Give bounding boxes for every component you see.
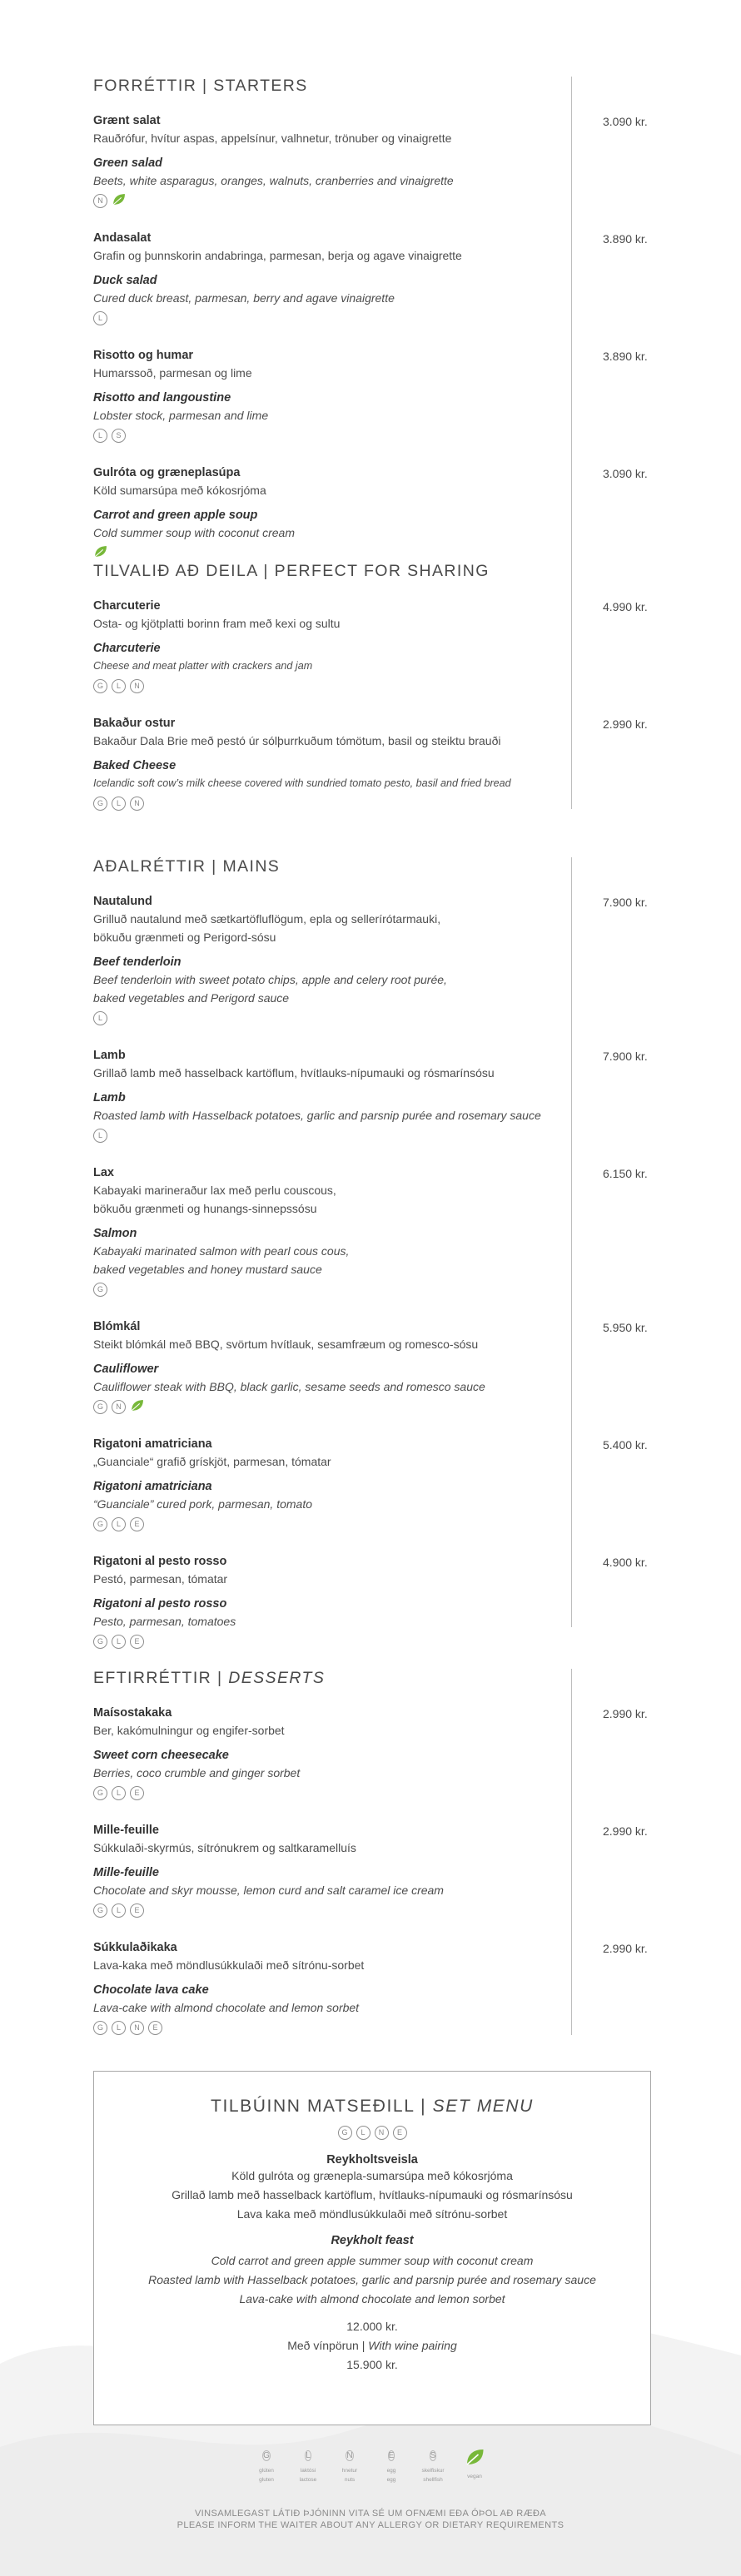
item-description-en: Roasted lamb with Hasselback potatoes, garlic and parsnip purée and rosemary sauce: [93, 1109, 541, 1122]
item-description: Lava-kaka með möndlusúkkulaði með sítrónu-sorbet: [93, 1958, 365, 1972]
egg-icon: E: [130, 1517, 144, 1531]
lactose-icon: L: [112, 1517, 126, 1531]
egg-icon: E: [130, 1903, 144, 1918]
menu-item: [93, 112, 648, 208]
set-menu-icons: [94, 2126, 650, 2140]
gluten-icon: G: [93, 1283, 107, 1297]
set-menu-name-en: Reykholt feast: [331, 2234, 414, 2247]
item-description: Humarssoð, parmesan og lime: [93, 366, 252, 380]
legend-item: [420, 2447, 446, 2484]
item-name: Bakaður ostur: [93, 717, 176, 730]
item-description-en: Chocolate and skyr mousse, lemon curd and salt caramel ice cream: [93, 1884, 444, 1897]
allergen-icons: [93, 546, 576, 560]
lactose-icon: L: [93, 1129, 107, 1143]
item-price: 3.090 kr.: [603, 115, 648, 128]
lactose-icon: L: [112, 1635, 126, 1649]
item-price: 3.090 kr.: [603, 467, 648, 480]
lactose-icon: L: [112, 1903, 126, 1918]
allergen-icons: [93, 1517, 576, 1531]
item-price: 7.900 kr.: [603, 896, 648, 909]
item-name-en: Carrot and green apple soup: [93, 509, 258, 522]
lactose-icon: L: [112, 797, 126, 811]
allergen-icons: [93, 2021, 576, 2035]
menu-item: [93, 230, 648, 325]
lactose-icon: L: [112, 679, 126, 693]
legend-label-en: gluten: [259, 2477, 274, 2483]
item-description-en: Beef tenderloin with sweet potato chips, apple and celery root purée, baked vegetables and Perigord sauce: [93, 973, 447, 1005]
item-name: Grænt salat: [93, 114, 161, 127]
item-name-en: Rigatoni al pesto rosso: [93, 1597, 227, 1611]
starters-section: [93, 77, 668, 582]
item-description: Grafin og þunnskorin andabringa, parmesan, berja og agave vinaigrette: [93, 249, 462, 262]
legend-item: [378, 2447, 405, 2484]
notice-is: VINSAMLEGAST LÁTIÐ ÞJÓNINN VITA SÉ UM OFNÆMI EÐA ÓÞOL AÐ RÆÐA: [194, 2509, 547, 2519]
allergen-icons: [93, 1635, 576, 1649]
notice-en: PLEASE INFORM THE WAITER ABOUT ANY ALLERGY OR DIETARY REQUIREMENTS: [177, 2520, 564, 2530]
menu-item: [93, 893, 648, 1025]
allergen-icons: [93, 1283, 576, 1297]
menu-list: [93, 893, 668, 1649]
legend-item: [295, 2447, 321, 2484]
item-name-en: Sweet corn cheesecake: [93, 1749, 229, 1762]
gluten-icon: G: [338, 2126, 352, 2140]
item-name-en: Salmon: [93, 1227, 137, 1240]
lactose-icon: L: [93, 311, 107, 325]
allergen-legend: [0, 2447, 741, 2484]
item-description-en: Lobster stock, parmesan and lime: [93, 409, 269, 422]
set-menu-price: 12.000 kr.: [346, 2320, 398, 2333]
menu-item: [93, 598, 648, 693]
wine-pairing-price: 15.900 kr.: [346, 2358, 398, 2371]
item-name-en: Risotto and langoustine: [93, 391, 231, 405]
shellfish-icon: S: [430, 2451, 436, 2460]
legend-label: vegan: [467, 2474, 482, 2479]
set-menu-course: Köld gulróta og grænepla-sumarsúpa með kókosrjóma: [231, 2169, 513, 2182]
item-description: Osta- og kjötplatti borinn fram með kexi og sultu: [93, 617, 341, 630]
item-description-en: Lava-cake with almond chocolate and lemon sorbet: [93, 2001, 360, 2014]
legend-label: skelfiskur: [421, 2468, 445, 2474]
legend-label: laktósi: [300, 2468, 316, 2474]
item-description-en: Kabayaki marinated salmon with pearl cous cous, baked vegetables and honey mustard sauce: [93, 1244, 350, 1276]
lactose-icon: L: [93, 429, 107, 443]
item-price: 5.950 kr.: [603, 1321, 648, 1334]
set-menu-course: Grillað lamb með hasselback kartöflum, hvítlauks-nípumauki og rósmarínsósu: [172, 2188, 573, 2201]
lactose-icon: L: [93, 1011, 107, 1025]
legend-label: hnetur: [341, 2468, 358, 2474]
menu-item: [93, 1436, 648, 1531]
gluten-icon: G: [93, 1903, 107, 1918]
item-name-en: Chocolate lava cake: [93, 1983, 209, 1997]
set-menu-lines: [94, 2167, 650, 2224]
mains-section: [93, 857, 668, 1670]
set-title-en: SET MENU: [432, 2097, 534, 2116]
egg-icon: E: [393, 2126, 407, 2140]
item-name: Lamb: [93, 1049, 126, 1062]
menu-list: [93, 598, 668, 811]
legend-label-en: lactose: [299, 2477, 317, 2483]
wine-label-en: With wine pairing: [368, 2339, 457, 2352]
nuts-icon: N: [130, 797, 144, 811]
item-name: Maísostakaka: [93, 1706, 172, 1720]
item-description: Rauðrófur, hvítur aspas, appelsínur, valhnetur, trönuber og vinaigrette: [93, 132, 452, 145]
legend-label-en: shellfish: [423, 2477, 443, 2483]
menu-item: [93, 1822, 648, 1918]
menu-item: [93, 1939, 648, 2035]
item-name: Rigatoni amatriciana: [93, 1437, 212, 1451]
vegan-icon: [130, 1398, 144, 1417]
item-price: 3.890 kr.: [603, 350, 648, 363]
allergen-icons: [93, 1903, 576, 1918]
set-menu-box: [93, 2071, 651, 2425]
set-menu-course: Lava kaka með möndlusúkkulaði með sítrónu-sorbet: [236, 2207, 508, 2221]
set-menu-name: Reykholtsveisla: [326, 2153, 418, 2167]
allergen-icons: [93, 311, 576, 325]
item-name: Charcuterie: [93, 599, 161, 613]
item-description-en: “Guanciale” cured pork, parmesan, tomato: [93, 1497, 313, 1511]
legend-item: [336, 2447, 363, 2484]
gluten-icon: G: [93, 1786, 107, 1800]
egg-icon: E: [130, 1786, 144, 1800]
nuts-icon: N: [112, 1400, 126, 1414]
legend-label-en: egg: [386, 2477, 396, 2483]
allergy-notice: [0, 2508, 741, 2531]
item-price: 2.990 kr.: [603, 1707, 648, 1720]
item-name: Mille-feuille: [93, 1824, 159, 1837]
section-title: FORRÉTTIR | STARTERS: [93, 77, 308, 95]
nuts-icon: N: [130, 2021, 144, 2035]
wine-label-is: Með vínpörun |: [287, 2339, 366, 2352]
lactose-icon: L: [356, 2126, 370, 2140]
nuts-icon: N: [93, 194, 107, 208]
egg-icon: E: [388, 2451, 395, 2460]
egg-icon: E: [148, 2021, 162, 2035]
item-description: Ber, kakómulningur og engifer-sorbet: [93, 1724, 285, 1737]
legend-item: [461, 2447, 488, 2484]
gluten-icon: G: [93, 1400, 107, 1414]
nuts-icon: N: [346, 2451, 353, 2460]
item-price: 2.990 kr.: [603, 1824, 648, 1838]
nuts-icon: N: [375, 2126, 389, 2140]
item-name-en: Rigatoni amatriciana: [93, 1480, 212, 1493]
set-title-is: TILBÚINN MATSEÐILL |: [211, 2097, 427, 2116]
allergen-icons: [93, 1786, 576, 1800]
set-menu-lines-en: [94, 2251, 650, 2309]
legend-item: [253, 2447, 280, 2484]
shellfish-icon: S: [112, 429, 126, 443]
item-name-en: Duck salad: [93, 274, 157, 287]
legend-label-en: nuts: [344, 2477, 356, 2483]
menu-item: [93, 1318, 648, 1414]
item-description: Pestó, parmesan, tómatar: [93, 1572, 228, 1586]
item-name: Risotto og humar: [93, 349, 194, 362]
vegan-icon: [93, 544, 107, 563]
item-description: Súkkulaði-skyrmús, sítrónukrem og saltkaramelluís: [93, 1841, 356, 1854]
item-name-en: Lamb: [93, 1091, 126, 1104]
item-description-en: Berries, coco crumble and ginger sorbet: [93, 1766, 301, 1779]
item-name-en: Green salad: [93, 156, 163, 170]
lactose-icon: L: [112, 2021, 126, 2035]
menu-item: [93, 1047, 648, 1143]
item-description-en: Beets, white asparagus, oranges, walnuts, cranberries and vinaigrette: [93, 174, 454, 187]
menu-item: [93, 715, 648, 811]
lactose-icon: L: [306, 2451, 311, 2460]
item-name-en: Mille-feuille: [93, 1866, 159, 1879]
nuts-icon: N: [130, 679, 144, 693]
menu-item: [93, 1553, 648, 1649]
item-description: Bakaður Dala Brie með pestó úr sólþurrkuðum tómötum, basil og steiktu brauði: [93, 734, 501, 747]
item-name: Súkkulaðikaka: [93, 1941, 177, 1954]
item-name: Blómkál: [93, 1320, 141, 1333]
menu-item: [93, 347, 648, 443]
item-price: 7.900 kr.: [603, 1050, 648, 1063]
item-description-en: Icelandic soft cow’s milk cheese covered with sundried tomato pesto, basil and fried bread: [93, 777, 511, 789]
vegan-icon: [112, 192, 126, 211]
menu-item: [93, 1164, 648, 1297]
vegan-icon: [465, 2447, 485, 2471]
item-description-en: Pesto, parmesan, tomatoes: [93, 1615, 236, 1628]
title-en: DESSERTS: [228, 1669, 326, 1687]
item-description: Grilluð nautalund með sætkartöfluflögum, epla og sellerírótarmauki, bökuðu grænmeti og Perigord-sósu: [93, 912, 441, 944]
section-title: [93, 1669, 668, 1688]
item-name: Gulróta og græneplasúpa: [93, 466, 241, 479]
item-price: 2.990 kr.: [603, 717, 648, 731]
item-name-en: Cauliflower: [93, 1362, 159, 1376]
item-description: Grillað lamb með hasselback kartöflum, hvítlauks-nípumauki og rósmarínsósu: [93, 1066, 495, 1080]
menu-item: [93, 1705, 648, 1800]
section-title: AÐALRÉTTIR | MAINS: [93, 857, 281, 876]
item-price: 4.900 kr.: [603, 1556, 648, 1569]
item-name: Nautalund: [93, 895, 152, 908]
item-name: Andasalat: [93, 231, 152, 245]
item-price: 5.400 kr.: [603, 1438, 648, 1452]
allergen-icons: [93, 429, 576, 443]
allergen-icons: [93, 679, 576, 693]
gluten-icon: G: [93, 1635, 107, 1649]
item-name-en: Baked Cheese: [93, 759, 177, 772]
set-menu-course: Cold carrot and green apple summer soup with coconut cream: [211, 2254, 534, 2267]
menu-list: [93, 112, 668, 560]
item-description-en: Cold summer soup with coconut cream: [93, 526, 295, 539]
item-price: 2.990 kr.: [603, 1942, 648, 1955]
lactose-icon: L: [112, 1786, 126, 1800]
item-name: Rigatoni al pesto rosso: [93, 1555, 227, 1568]
legend-label: egg: [386, 2468, 396, 2474]
desserts-section: [93, 1669, 668, 2057]
item-description: Köld sumarsúpa með kókosrjóma: [93, 484, 266, 497]
item-name-en: Beef tenderloin: [93, 955, 182, 969]
set-menu-title: [94, 2097, 650, 2117]
title-is: EFTIRRÉTTIR |: [93, 1669, 223, 1687]
menu-list: [93, 1705, 668, 2035]
item-description: „Guanciale“ grafið grískjöt, parmesan, tómatar: [93, 1455, 331, 1468]
wine-pairing: [94, 2336, 650, 2355]
item-description-en: Cheese and meat platter with crackers and jam: [93, 660, 313, 672]
item-name: Lax: [93, 1166, 114, 1179]
set-menu-course: Lava-cake with almond chocolate and lemon sorbet: [239, 2292, 505, 2305]
section-title: TILVALIÐ AÐ DEILA | PERFECT FOR SHARING: [93, 562, 490, 580]
item-description-en: Cured duck breast, parmesan, berry and agave vinaigrette: [93, 291, 395, 305]
menu-item: [93, 464, 648, 560]
gluten-icon: G: [93, 797, 107, 811]
gluten-icon: G: [93, 2021, 107, 2035]
set-menu-course: Roasted lamb with Hasselback potatoes, garlic and parsnip purée and rosemary sauce: [148, 2273, 596, 2286]
item-price: 6.150 kr.: [603, 1167, 648, 1180]
item-description-en: Cauliflower steak with BBQ, black garlic, sesame seeds and romesco sauce: [93, 1380, 485, 1393]
item-description: Steikt blómkál með BBQ, svörtum hvítlauk, sesamfræum og romesco-sósu: [93, 1338, 479, 1351]
gluten-icon: G: [263, 2451, 270, 2460]
allergen-icons: [93, 1011, 576, 1025]
sharing-section: [93, 562, 668, 832]
allergen-icons: [93, 1400, 576, 1414]
allergen-icons: [93, 194, 576, 208]
item-name-en: Charcuterie: [93, 642, 161, 655]
item-price: 4.990 kr.: [603, 600, 648, 613]
item-price: 3.890 kr.: [603, 232, 648, 246]
gluten-icon: G: [93, 1517, 107, 1531]
allergen-icons: [93, 797, 576, 811]
egg-icon: E: [130, 1635, 144, 1649]
legend-label: glúten: [259, 2468, 274, 2474]
item-description: Kabayaki marineraður lax með perlu couscous, bökuðu grænmeti og hunangs-sinnepssósu: [93, 1184, 336, 1215]
allergen-icons: [93, 1129, 576, 1143]
gluten-icon: G: [93, 679, 107, 693]
